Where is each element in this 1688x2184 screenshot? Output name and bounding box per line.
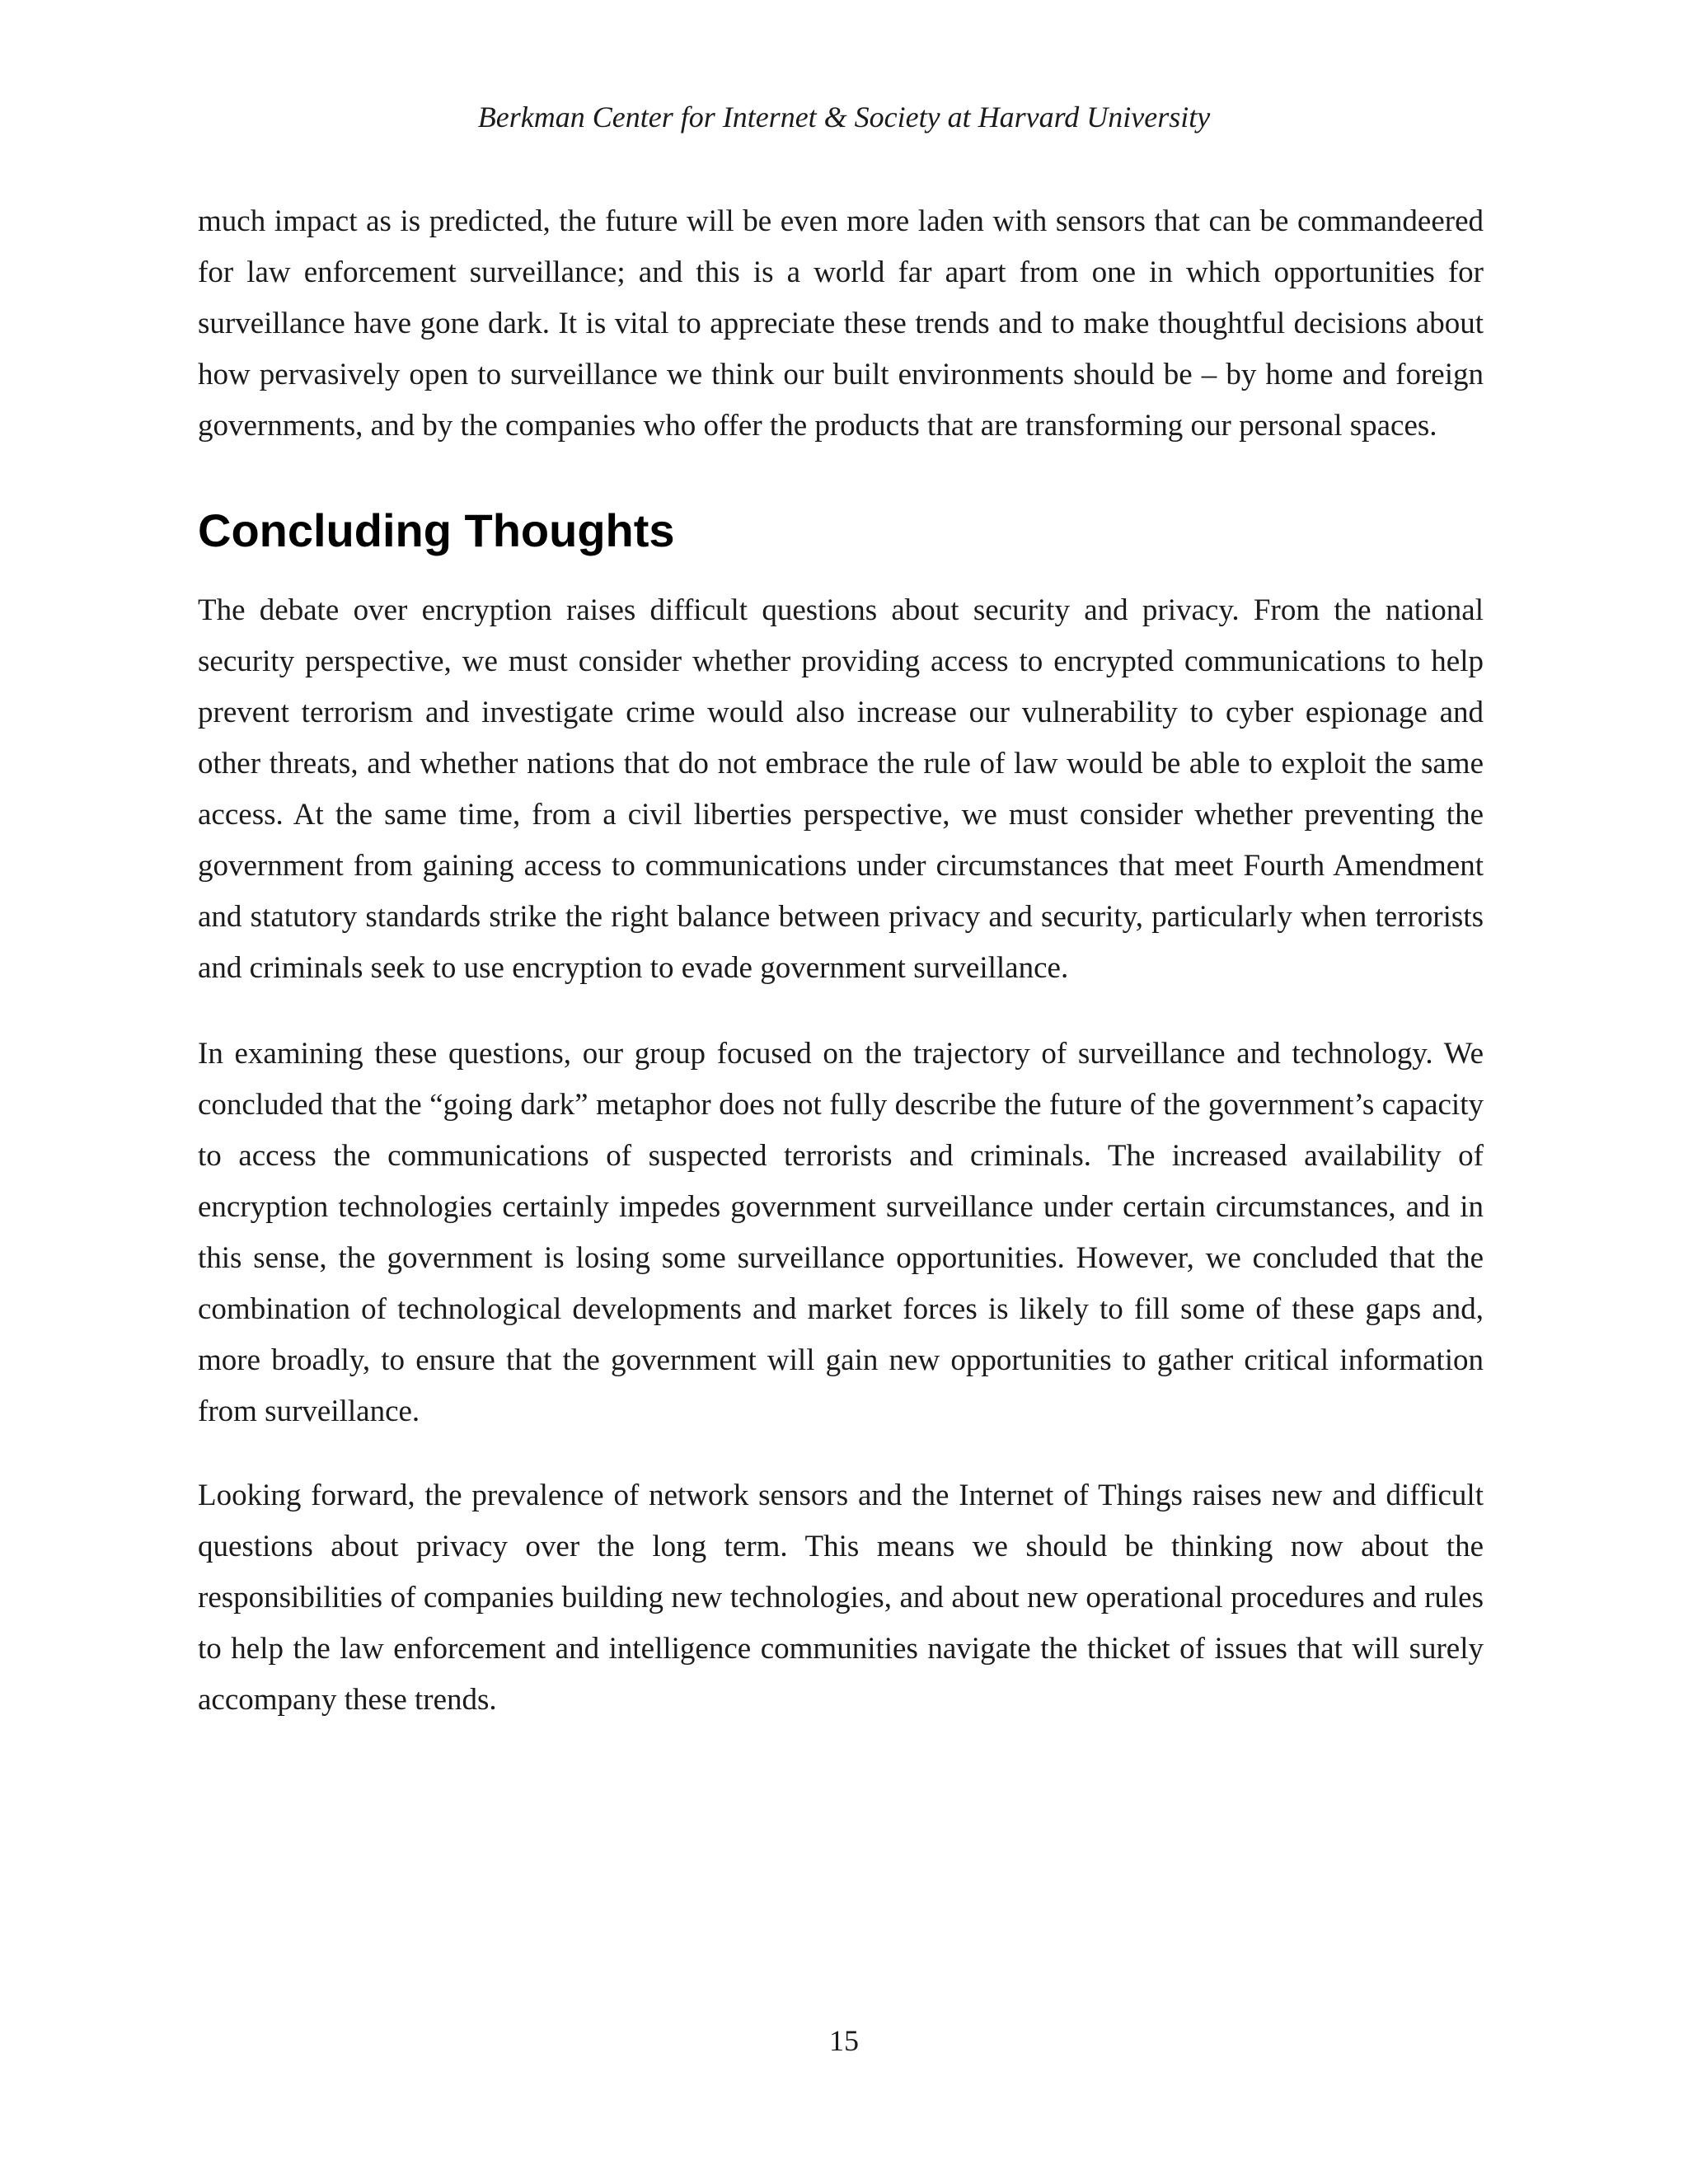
- body-paragraph: In examining these questions, our group focused on the trajectory of surveillance and technology. We concluded that the “going dark” metaphor does not fully describe the future of the government’s capacity to access the communications of suspected terrorists and criminals. The increased availability of encryption technologies certainly impedes government surveillance under certain circumstances, and in this sense, the government is losing some surveillance opportunities. However, we concluded that the combination of technological developments and market forces is likely to fill some of these gaps and, more broadly, to ensure that the government will gain new opportunities to gather critical information from surveillance.: [198, 1037, 1484, 1428]
- paragraph-block: [198, 585, 1484, 994]
- section-heading: Concluding Thoughts: [198, 504, 675, 556]
- running-header: Berkman Center for Internet & Society at Harvard University: [477, 101, 1211, 134]
- body-paragraph: Looking forward, the prevalence of network sensors and the Internet of Things raises new and difficult questions about privacy over the long term. This means we should be thinking now about the responsibilities of companies building new technologies, and about new operational procedures and rules to help the law enforcement and intelligence communities navigate the thicket of issues that will surely accompany these trends.: [198, 1479, 1484, 1717]
- paragraph-block: [198, 1029, 1484, 1437]
- body-paragraph: The debate over encryption raises difficult questions about security and privacy. From the national security perspective, we must consider whether providing access to encrypted communications to help prevent terrorism and investigate crime would also increase our vulnerability to cyber espionage and other threats, and whether nations that do not embrace the rule of law would be able to exploit the same access. At the same time, from a civil liberties perspective, we must consider whether preventing the government from gaining access to communications under circumstances that meet Fourth Amendment and statutory standards strike the right balance between privacy and security, particularly when terrorists and criminals seek to use encryption to evade government surveillance.: [198, 593, 1484, 985]
- paragraph-block: [198, 1470, 1484, 1726]
- intro-paragraph-block: [198, 196, 1484, 452]
- page-number: 15: [829, 2024, 859, 2057]
- intro-paragraph: much impact as is predicted, the future will be even more laden with sensors that can be commandeered for law enforcement surveillance; and this is a world far apart from one in which opportunities for surveillance have gone dark. It is vital to appreciate these trends and to make thoughtful decisions about how pervasively open to surveillance we think our built environments should be – by home and foreign governments, and by the companies who offer the products that are transforming our personal spaces.: [198, 204, 1484, 443]
